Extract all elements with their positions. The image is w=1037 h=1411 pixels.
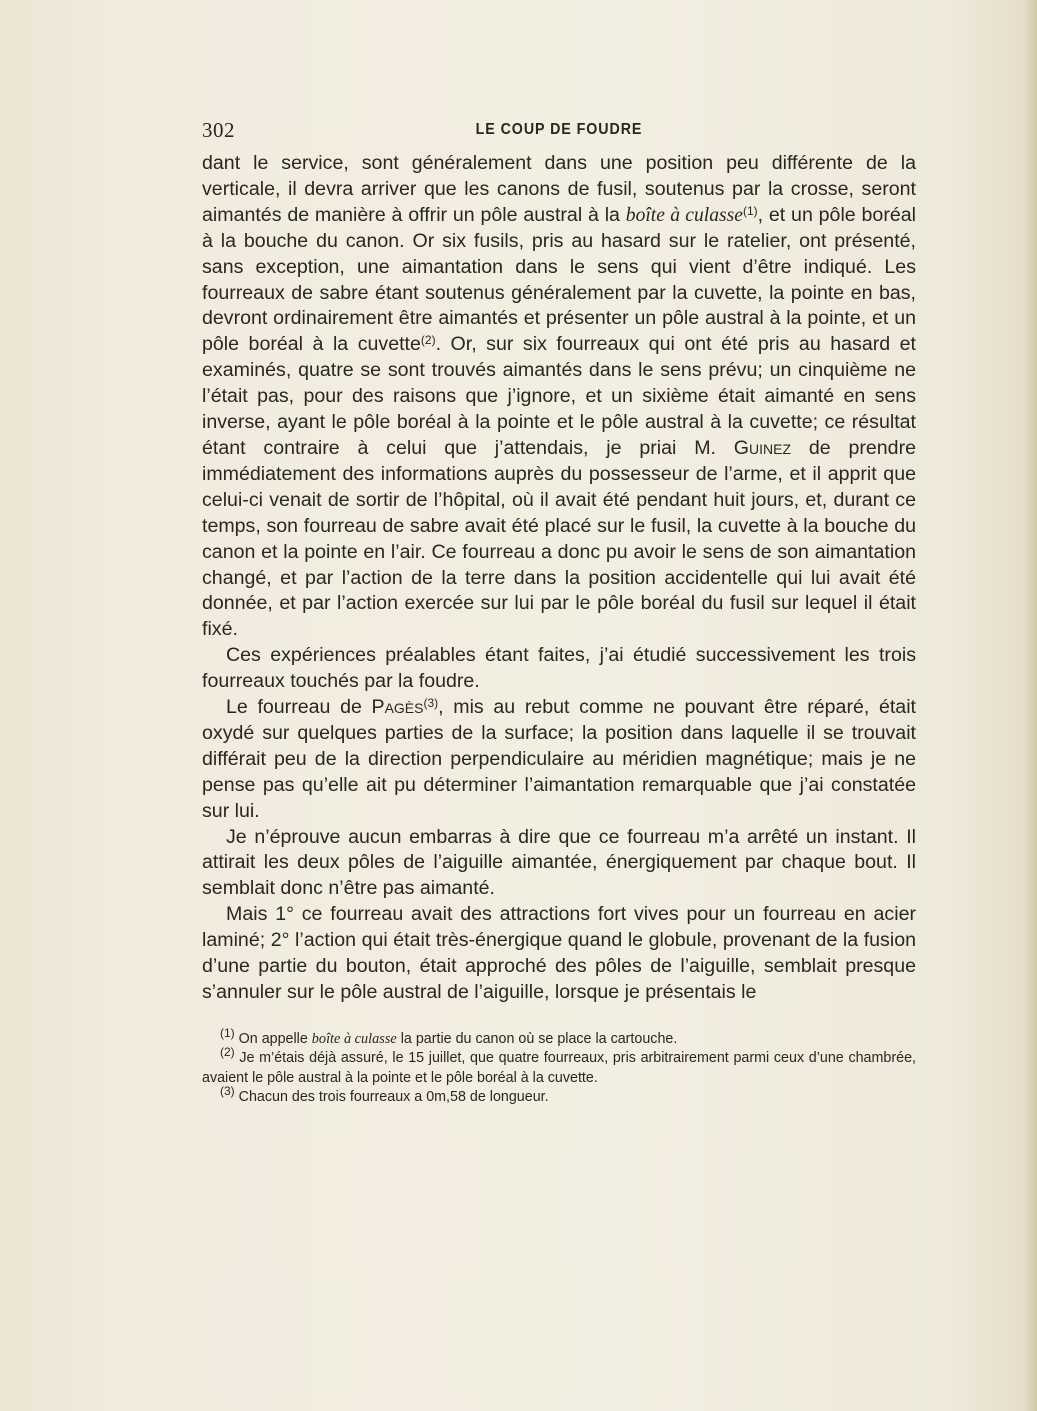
footnote-3-note-marker: (3) xyxy=(220,1083,235,1098)
paragraph-1-note-marker: (1) xyxy=(742,203,758,218)
paragraph-1-text: de prendre immédiatement des informations auprès du possesseur de l’arme, et il apprit que celui-ci venait de sortir de l’hôpital, où il avait été pendant huit jours, et, durant ce temps, son fourreau de sabre avait été placé sur le fusil, la cuvette à la bouche du canon et la pointe en l’air. Ce fourreau a donc pu avoir le sens de son aimantation changé, et par l’action de la terre dans la position accidentelle qui lui avait été donnée, et par l’action exercée sur lui par le pôle boréal du fusil sur lequel il était fixé. xyxy=(202,436,916,641)
page-header xyxy=(202,118,916,142)
paragraph-1-text: . Or, sur six fourreaux qui ont été pris au hasard et examinés, quatre se sont trouvés aimantés dans le sens prévu; un cinquième ne l’était pas, pour des raisons que j’ignore, et un sixième était aimanté en sens inverse, ayant le pôle boréal à la pointe et le pôle austral à la cuvette; ce résultat étant contraire à celui que j’attendais, je priai M. xyxy=(202,333,917,459)
paragraph-1-text: dant le service, sont généralement dans une position peu différente de la verticale, il devra arriver que les canons de fusil, soutenus par la crosse, seront aimantés de manière à offrir un pôle austral à la xyxy=(202,152,916,226)
paragraph-4 xyxy=(202,825,916,903)
footnote-3 xyxy=(202,1083,916,1107)
footnote-1 xyxy=(202,1026,916,1049)
paragraph-1-text: , et un pôle boréal à la bouche du canon. Or six fusils, pris au hasard sur le ratelier, ont présenté, sans exception, une aimantation dans le sens qui vient d’être indiqué. Les fourreaux de sabre étant soutenus généralement par la cuvette, la pointe en bas, devront ordinairement être aimantés et présenter un pôle austral à la pointe, et un pôle boréal à la cuvette xyxy=(202,203,916,356)
paragraph-1 xyxy=(202,151,916,643)
paragraph-2-text: Ces expériences préalables étant faites, j’ai étudié successivement les trois fourreaux touchés par la foudre. xyxy=(202,644,916,693)
paragraph-1-note-marker: (2) xyxy=(420,333,436,348)
paragraph-3 xyxy=(202,695,916,825)
paragraph-1-italic-text: boîte à culasse xyxy=(625,204,743,226)
paragraph-5-text: Mais 1° ce fourreau avait des attractions fort vives pour un fourreau en acier laminé; 2° l’action qui était très-énergique quand le globule, provenant de la fusion d’une partie du bouton, était approché des pôles de l’aiguille, semblait presque s’annuler sur le pôle austral de l’aiguille, lorsque je présentais le xyxy=(202,903,916,1003)
paragraph-4-text: Je n’éprouve aucun embarras à dire que ce fourreau m’a arrêté un instant. Il attirait les deux pôles de l’aiguille aimantée, énergiquement par chaque bout. Il semblait donc n’être pas aimanté. xyxy=(202,825,916,900)
page-edge-shadow xyxy=(1023,0,1037,1411)
footnote-1-text: On appelle xyxy=(234,1031,312,1047)
footnote-1-note-marker: (1) xyxy=(220,1026,235,1040)
footnote-2-text: Je m’étais déjà assuré, le 15 juillet, que quatre fourreaux, pris arbitrairement parmi ceux d’une chambrée, avaient le pôle austral à la pointe et le pôle boréal à la cuvette. xyxy=(202,1050,916,1086)
running-title: LE COUP DE FOUDRE xyxy=(475,121,643,138)
page-number: 302 xyxy=(202,118,235,142)
paragraph-5 xyxy=(202,902,916,1006)
paragraph-3-text: Le fourreau de xyxy=(226,696,372,719)
footnote-1-text: la partie du canon où se place la cartouche. xyxy=(396,1031,678,1047)
paragraph-3-note-marker: (3) xyxy=(423,696,439,711)
footnote-3-text: Chacun des trois fourreaux a 0m,58 de longueur. xyxy=(234,1088,549,1105)
paragraph-1-small-caps-name: Guinez xyxy=(733,436,792,459)
body-text xyxy=(202,151,916,1006)
footnote-2-note-marker: (2) xyxy=(220,1045,235,1060)
footnotes xyxy=(202,1026,916,1107)
footnote-1-italic-text: boîte à culasse xyxy=(311,1031,397,1047)
paragraph-3-small-caps-name: Pagès xyxy=(371,696,424,719)
footnote-2 xyxy=(202,1045,916,1088)
paragraph-2 xyxy=(202,643,916,695)
paragraph-3-text: , mis au rebut comme ne pouvant être réparé, était oxydé sur quelques parties de la surface; la position dans laquelle il se trouvait différait peu de la direction perpendiculaire au méridien magnétique; mais je ne pense pas qu’elle ait pu déterminer l’aimantation remarquable que j’ai constatée sur lui. xyxy=(202,696,916,822)
